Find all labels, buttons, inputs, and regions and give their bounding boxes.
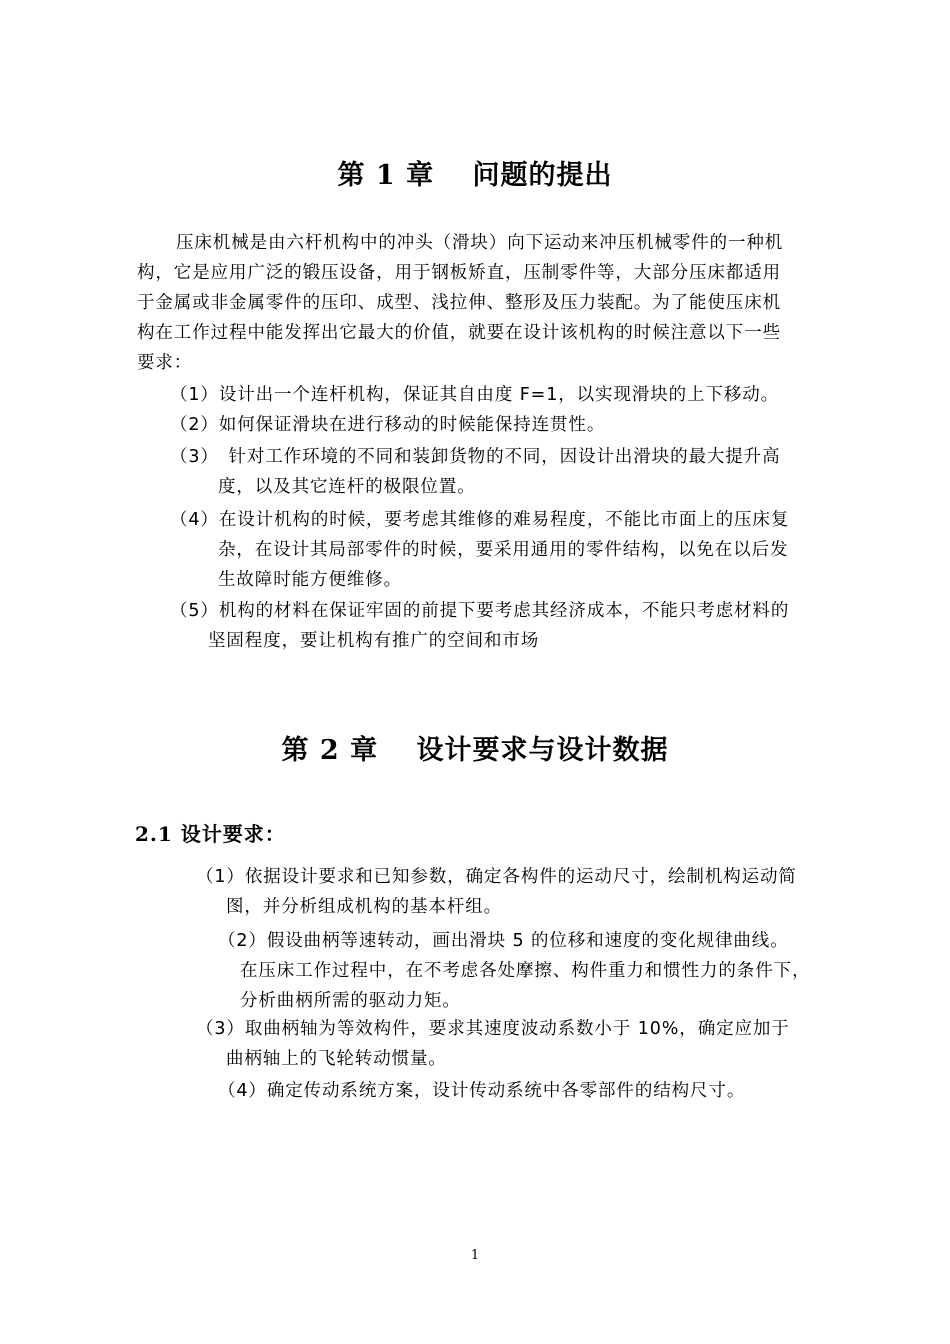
item-line: 图，并分析组成机构的基本杆组。 (226, 897, 502, 917)
item-line: 杂，在设计其局部零件的时候，要采用通用的零件结构，以免在以后发 (218, 540, 789, 560)
item-line: （3） 针对工作环境的不同和装卸货物的不同，因设计出滑块的最大提升高 (170, 447, 781, 467)
chapter-2-title: 第 2 章 设计要求与设计数据 (281, 735, 669, 766)
section-2-1-title: 2.1 设计要求： (135, 822, 286, 846)
item-line: 分析曲柄所需的驱动力矩。 (240, 991, 461, 1011)
item-line: （2）如何保证滑块在进行移动的时候能保持连贯性。 (170, 415, 606, 435)
chapter-1-title: 第 1 章 问题的提出 (337, 160, 613, 191)
requirement-item-3 (170, 442, 780, 502)
intro-line: 构，它是应用广泛的锻压设备，用于钢板矫直，压制零件等，大部分压床都适用 (137, 263, 781, 283)
item-line: （4）确定传动系统方案，设计传动系统中各零部件的结构尺寸。 (218, 1081, 746, 1101)
requirement-item-4 (170, 505, 789, 595)
item-line: （3）取曲柄轴为等效构件，要求其速度波动系数小于 10%，确定应加于 (196, 1019, 790, 1039)
intro-line: 要求： (137, 353, 193, 373)
item-line: （1）设计出一个连杆机构，保证其自由度 F=1，以实现滑块的上下移动。 (170, 385, 780, 405)
design-item-2 (218, 926, 810, 1016)
requirement-item-5 (170, 596, 789, 656)
intro-line: 于金属或非金属零件的压印、成型、浅拉伸、整形及压力装配。为了能使压床机 (137, 293, 781, 313)
intro-line: 压床机械是由六杆机构中的冲头（滑块）向下运动来冲压机械零件的一种机 (176, 233, 784, 253)
item-line: （2）假设曲柄等速转动，画出滑块 5 的位移和速度的变化规律曲线。 (218, 931, 789, 951)
design-item-3 (196, 1014, 790, 1074)
item-line: 在压床工作过程中，在不考虑各处摩擦、构件重力和惯性力的条件下， (240, 961, 811, 981)
item-line: 曲柄轴上的飞轮转动惯量。 (226, 1049, 447, 1069)
item-line: （1）依据设计要求和已知参数，确定各构件的运动尺寸，绘制机构运动简 (196, 867, 797, 887)
requirement-item-1 (170, 380, 779, 410)
item-line: （4）在设计机构的时候，要考虑其维修的难易程度，不能比市面上的压床复 (170, 510, 790, 530)
intro-line: 构在工作过程中能发挥出它最大的价值，就要在设计该机构的时候注意以下一些 (137, 323, 781, 343)
design-item-4 (218, 1076, 745, 1106)
item-line: 坚固程度，要让机构有推广的空间和市场 (208, 631, 540, 651)
chapter-1-intro-paragraph (137, 228, 859, 378)
item-line: 生故障时能方便维修。 (218, 570, 402, 590)
item-line: （5）机构的材料在保证牢固的前提下要考虑其经济成本，不能只考虑材料的 (170, 601, 790, 621)
requirement-item-2 (170, 410, 605, 440)
page-number: 1 (470, 1248, 480, 1263)
design-item-1 (196, 862, 797, 922)
item-line: 度，以及其它连杆的极限位置。 (218, 477, 476, 497)
